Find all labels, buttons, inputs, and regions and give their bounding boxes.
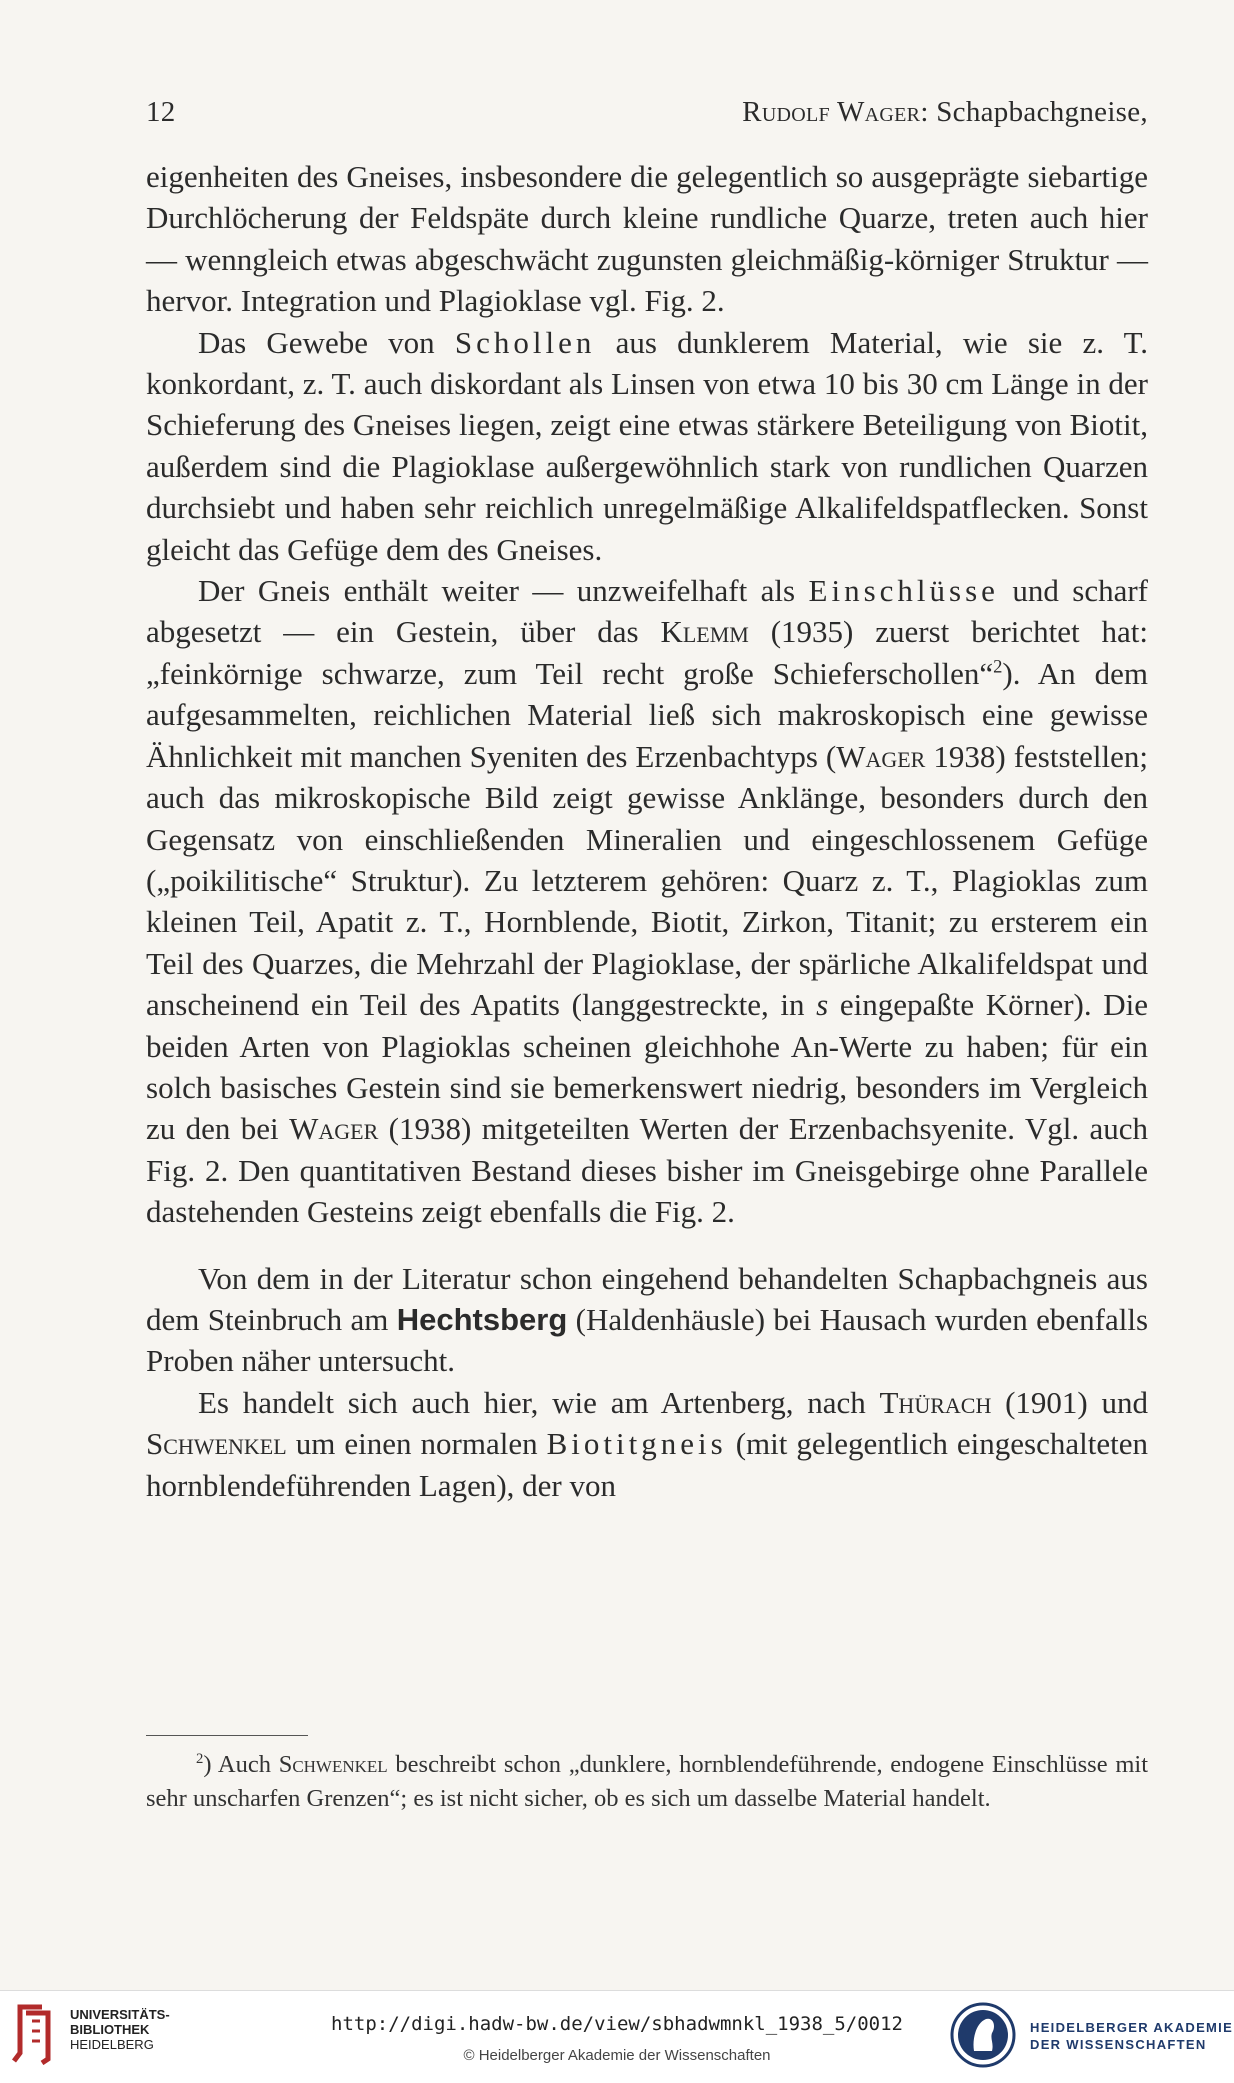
- spaced-term-biotitgneis: Biotitgneis: [546, 1426, 727, 1462]
- running-header: [146, 96, 1148, 136]
- text-run: Der Gneis enthält weiter — unzweifelhaft als: [198, 573, 796, 609]
- page-number: 12: [146, 96, 176, 128]
- text-run: Von dem in der Literatur schon eingehend behandelten Schapbachgneis aus dem Steinbruch am: [146, 1260, 1148, 1337]
- author-name-thuerach: Thürach: [879, 1384, 992, 1420]
- author-name-klemm: Klemm: [660, 614, 749, 650]
- digitization-footer: [0, 1990, 1234, 2083]
- author-name-schwenkel: Schwenkel: [278, 1751, 388, 1778]
- text-run: (mit gelegentlich eingeschalteten hornblendeführenden Lagen), der von: [146, 1426, 1148, 1503]
- body-text: [146, 156, 1148, 1506]
- ub-line-1: UNIVERSITÄTS-: [70, 2007, 170, 2022]
- running-title: [742, 96, 1148, 129]
- paragraph-2: [146, 322, 1148, 570]
- spaced-term-einschluesse: Einschlüsse: [808, 573, 999, 609]
- footnote-marker: 2: [196, 1750, 204, 1767]
- footnote-rule: [146, 1735, 308, 1736]
- academy-line-1: HEIDELBERGER AKADEMIE: [1030, 2020, 1234, 2035]
- text-run: Es handelt sich auch hier, wie am Artenberg, nach: [198, 1384, 866, 1420]
- author-name-schwenkel: Schwenkel: [146, 1426, 287, 1462]
- text-run: um einen normalen: [295, 1426, 538, 1462]
- academy-label: [1030, 2019, 1233, 2053]
- text-run: eingepaßte Körner). Die beiden Arten von Plagioklas scheinen gleichhohe An-Werte zu haben; für ein solch basisches Gestein sind sie bemerkenswert niedrig, besonders im Vergleich zu den bei: [146, 987, 1149, 1147]
- copyright-notice: © Heidelberger Akademie der Wissenschaften: [463, 2047, 771, 2064]
- text-run: aus dunklerem Material, wie sie z. T. konkordant, z. T. auch diskordant als Linsen von etwa 10 bis 30 cm Länge in der Schieferung des Gneises liegen, zeigt eine etwas stärkere Beteiligung von Biotit, außerdem sind die Plagioklase außergewöhnlich stark von rundlichen Quarzen durchsiebt und haben sehr reichlich unregelmäßige Alkalifeldspatflecken. Sonst gleicht das Gefüge dem des Gneises.: [146, 324, 1149, 567]
- header-title: : Schapbachgneise,: [920, 96, 1148, 128]
- paragraph-5: [146, 1382, 1148, 1506]
- academy-seal-icon: [950, 1999, 1016, 2071]
- text-run: (1938) mitgeteilten Werten der Erzenbachsyenite. Vgl. auch Fig. 2. Den quantitativen Bestand dieses bisher im Gneisgebirge ohne Parallele dastehenden Gesteins zeigt ebenfalls die Fig. 2.: [146, 1111, 1149, 1230]
- spaced-term-schollen: Schollen: [454, 324, 596, 360]
- paragraph-4: [146, 1258, 1148, 1382]
- bold-term-hechtsberg: Hechtsberg: [396, 1301, 568, 1337]
- text-run: (1901) und: [1005, 1384, 1149, 1420]
- text-run: und scharf abgesetzt — ein Gestein, über das: [146, 573, 1148, 650]
- academy-line-2: DER WISSENSCHAFTEN: [1030, 2037, 1207, 2052]
- italic-s: s: [816, 987, 829, 1023]
- permalink[interactable]: http://digi.hadw-bw.de/view/sbhadwmnkl_1938_5/0012: [331, 2013, 903, 2035]
- paragraph-1: eigenheiten des Gneises, insbesondere die gelegentlich so ausgeprägte siebartige Durchlöcherung der Feldspäte durch kleine rundliche Quarze, treten auch hier — wenngleich etwas abgeschwächt zugunsten gleichmäßig-körniger Struktur — hervor. Integration und Plagioklase vgl. Fig. 2.: [146, 159, 1148, 319]
- author-name-wager: Wager: [836, 738, 926, 774]
- text-run: ). An dem aufgesammelten, reichlichen Material ließ sich makroskopisch eine gewisse Ähnlichkeit mit manchen Syeniten des Erzenbachtyps (: [146, 655, 1148, 774]
- text-run: beschreibt schon „dunklere, hornblendeführende, endogene Einschlüsse mit sehr unscharfen Grenzen“; es ist nicht sicher, ob es sich um dasselbe Material handelt.: [146, 1751, 1148, 1812]
- paragraph-3: [146, 570, 1148, 1233]
- text-run: (1935) zuerst berichtet hat: „feinkörnige schwarze, zum Teil recht große Schieferschollen“: [146, 614, 1149, 691]
- text-run: ) Auch: [203, 1751, 271, 1778]
- text-run: (Haldenhäusle) bei Hausach wurden ebenfalls Proben näher untersucht.: [146, 1301, 1149, 1379]
- footnote: [146, 1748, 1148, 1816]
- text-run: Das Gewebe von: [198, 324, 435, 360]
- ub-line-2: BIBLIOTHEK: [70, 2022, 150, 2037]
- ub-line-3: HEIDELBERG: [70, 2037, 154, 2052]
- author-name-wager: Wager: [289, 1111, 379, 1147]
- header-author: Rudolf Wager: [742, 96, 921, 128]
- footnote-ref: 2: [993, 656, 1003, 678]
- text-run: 1938) feststellen; auch das mikroskopische Bild zeigt gewisse Anklänge, besonders durch den Gegensatz von einschließenden Mineralien und eingeschlossenem Gefüge („poikilitische“ Struktur). Zu letzterem gehören: Quarz z. T., Plagioklas zum kleinen Teil, Apatit z. T., Hornblende, Biotit, Zirkon, Titanit; zu ersterem ein Teil des Quarzes, die Mehrzahl der Plagioklase, der spärliche Alkalifeldspat und anscheinend ein Teil des Apatits (langgestreckte, in: [146, 738, 1148, 1023]
